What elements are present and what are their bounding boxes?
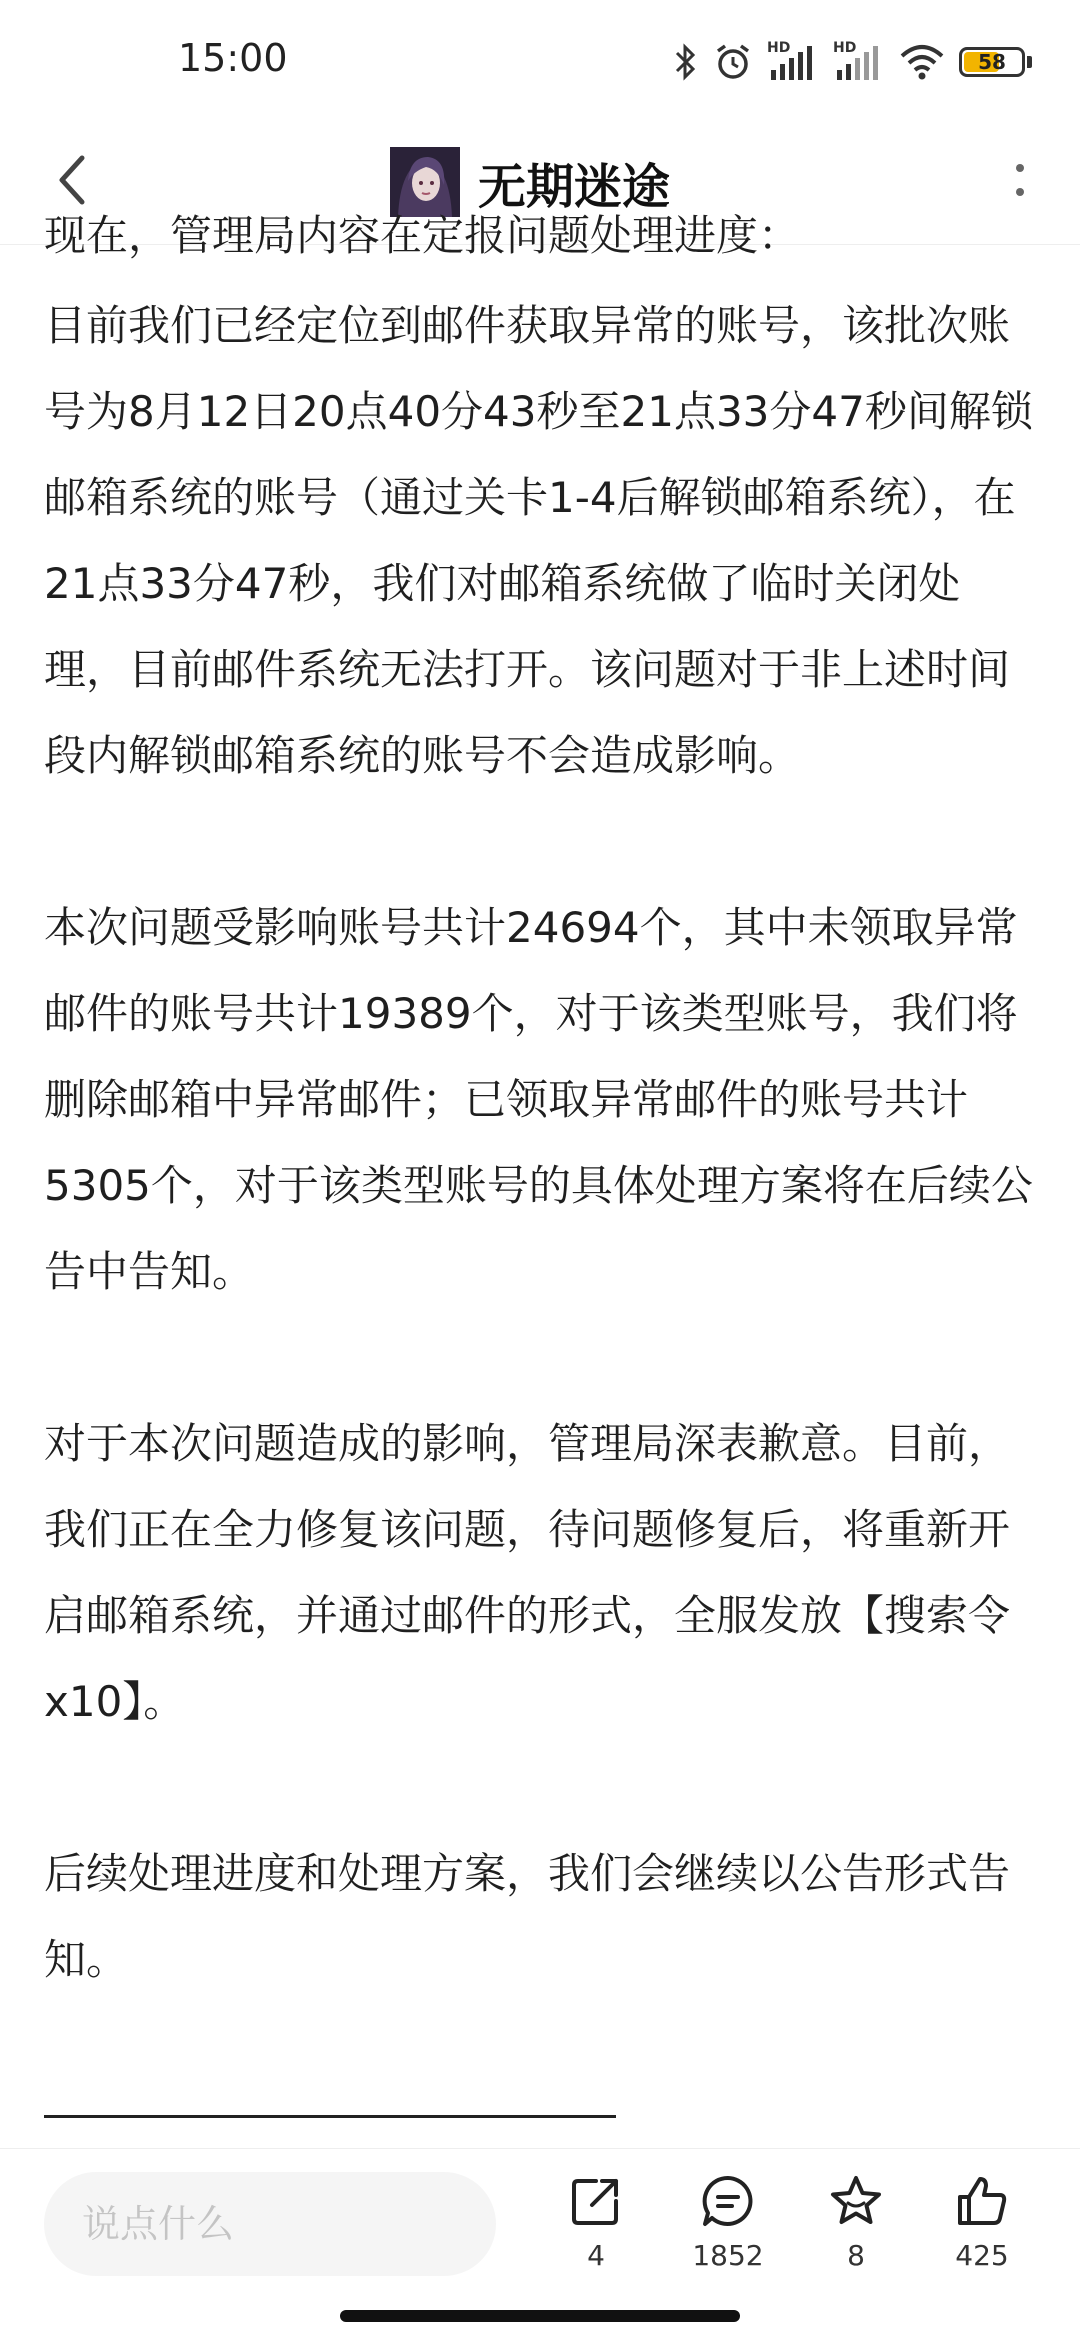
share-count: 4 xyxy=(587,2239,605,2272)
comment-input[interactable] xyxy=(44,2172,496,2276)
article-divider xyxy=(44,2115,616,2118)
article-paragraph: 本次问题受影响账号共计24694个，其中未领取异常邮件的账号共计19389个，对于该类型账号，我们将删除邮箱中异常邮件；已领取异常邮件的账号共计5305个，对于该类型账号的具体处理方案将在后续公告中告知。 xyxy=(44,903,1033,1296)
chevron-left-icon xyxy=(52,152,92,208)
more-button[interactable] xyxy=(984,144,1056,216)
signal-2-icon xyxy=(833,42,885,82)
article-paragraph: 对于本次问题造成的影响，管理局深表歉意。目前，我们正在全力修复该问题，待问题修复后，将重新开启邮箱系统，并通过邮件的形式，全服发放【搜索令x10】。 xyxy=(44,1419,1011,1726)
battery-level: 58 xyxy=(978,50,1006,74)
comment-count: 1852 xyxy=(692,2239,764,2272)
favorite-button[interactable] xyxy=(796,2173,916,2272)
battery-cap xyxy=(1027,56,1032,68)
status-bar xyxy=(0,0,1080,120)
article-body xyxy=(44,283,1044,2089)
like-count: 425 xyxy=(955,2239,1009,2272)
share-button[interactable] xyxy=(536,2173,656,2272)
battery-icon xyxy=(959,47,1025,77)
status-time: 15:00 xyxy=(178,36,288,80)
home-indicator[interactable] xyxy=(340,2310,740,2322)
favorite-count: 8 xyxy=(847,2239,865,2272)
page-title: 无期迷途 xyxy=(478,158,671,215)
thumbs-up-icon xyxy=(954,2173,1010,2229)
article-paragraph: 后续处理进度和处理方案，我们会继续以公告形式告知。 xyxy=(44,1849,1011,1984)
signal-1-icon xyxy=(767,42,819,82)
signal-2-label: HD xyxy=(833,40,857,56)
star-icon xyxy=(828,2173,884,2229)
status-icons xyxy=(673,38,1032,86)
wifi-icon xyxy=(899,42,945,82)
comment-icon xyxy=(700,2173,756,2229)
article-content xyxy=(0,211,1080,2145)
like-button[interactable] xyxy=(922,2173,1042,2272)
bluetooth-icon xyxy=(673,42,699,82)
share-icon xyxy=(568,2173,624,2229)
signal-1-label: HD xyxy=(767,40,791,56)
article-paragraph: 目前我们已经定位到邮件获取异常的账号，该批次账号为8月12日20点40分43秒至21点33分47秒间解锁邮箱系统的账号（通过关卡1-4后解锁邮箱系统），在21点33分47秒，我们对邮箱系统做了临时关闭处理，目前邮件系统无法打开。该问题对于非上述时间段内解锁邮箱系统的账号不会造成影响。 xyxy=(44,301,1033,780)
bottom-action-bar xyxy=(0,2148,1080,2299)
more-vertical-icon xyxy=(1012,160,1028,200)
article-partial-line: 现在，管理局内容在定报问题处理进度： xyxy=(44,211,801,260)
alarm-icon xyxy=(713,42,753,82)
comment-button[interactable] xyxy=(668,2173,788,2272)
